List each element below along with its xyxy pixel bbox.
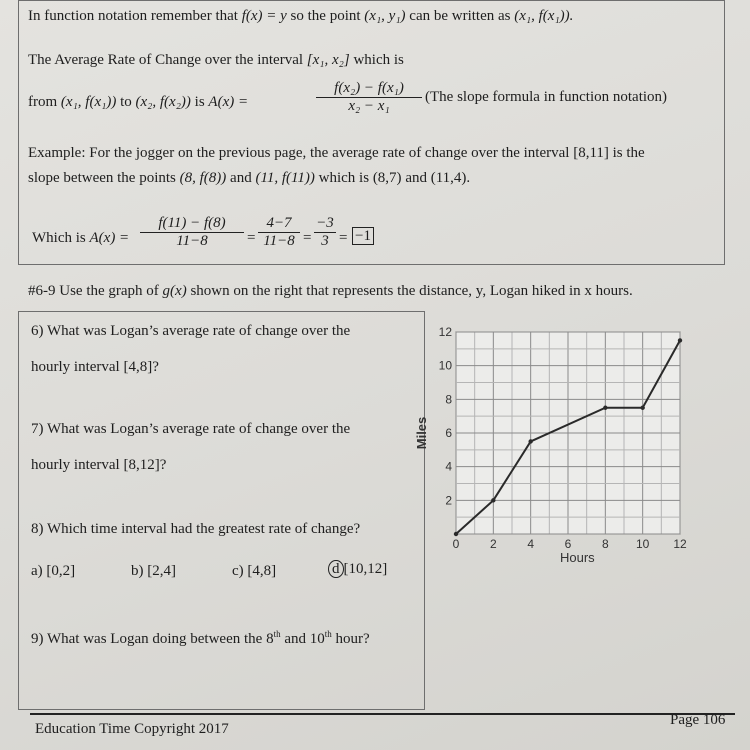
y-tick-label: 6 [445, 426, 452, 440]
x-tick-label: 0 [452, 537, 460, 551]
copyright: Education Time Copyright 2017 [35, 721, 229, 737]
option-d-circle: d [328, 560, 344, 578]
x-tick-label: 8 [601, 537, 609, 551]
x-tick-label: 6 [564, 537, 572, 551]
arc-formula-fraction: $\frac{\text{f(x₂) − f(x₁)}}{\text{x₂ − x₁}}$ [316, 80, 422, 115]
data-point [603, 406, 607, 410]
question-8: 8) Which time interval had the greatest rate of change? [31, 521, 361, 537]
example-line-2: slope between the points (8, f(8)) and (11, f(11)) which is (8,7) and (11,4). [28, 170, 471, 186]
notation-box [18, 0, 725, 265]
data-point [528, 439, 532, 443]
question-6-line-1: 6) What was Logan’s average rate of change over the [31, 323, 351, 339]
x-tick-label: 4 [527, 537, 535, 551]
equals-3: = [339, 230, 348, 246]
data-point [640, 406, 644, 410]
equals-2: = [303, 230, 312, 246]
equals-1: = [247, 230, 256, 246]
footer-rule [30, 713, 735, 715]
x-tick-label: 12 [673, 537, 687, 551]
y-tick-label: 2 [445, 493, 452, 508]
page-number: Page 106 [670, 712, 726, 728]
data-point [678, 338, 682, 342]
y-tick-label: 10 [438, 358, 452, 373]
instructions: #6-9 Use the graph of g(x) shown on the right that represents the distance, y, Logan hiked in x hours. [28, 283, 633, 299]
question-6-line-2: hourly interval [4,8]? [31, 359, 159, 375]
example-answer: −1 [352, 228, 374, 245]
option-d-selected[interactable]: d [10,12] [328, 561, 387, 578]
arc-formula-line: from (x₁, f(x₁)) to (x₂, f(x₂)) is A(x) = [28, 94, 249, 110]
question-9: 9) What was Logan doing between the 8th and 10th hour? [31, 629, 370, 647]
y-axis-label: Miles [414, 416, 429, 450]
data-point [454, 532, 458, 536]
y-tick-label: 12 [438, 325, 452, 339]
example-fraction-3: $\frac{-3}{3}$ [314, 215, 336, 250]
option-b[interactable]: b) [2,4] [131, 563, 176, 579]
x-tick-label: 2 [489, 537, 497, 551]
distance-graph [410, 318, 700, 573]
data-point [491, 498, 495, 502]
example-fraction-2: $\frac{4-7}{11-8}$ [258, 215, 300, 250]
example-fraction-1: $\frac{f(11) - f(8)}{11-8}$ [140, 215, 244, 250]
y-tick-label: 8 [445, 392, 452, 407]
arc-definition-line: The Average Rate of Change over the interval [x₁, x₂] which is [28, 52, 404, 68]
option-a[interactable]: a) [0,2] [31, 563, 76, 579]
formula-note: (The slope formula in function notation) [425, 89, 668, 105]
question-7-line-1: 7) What was Logan’s average rate of change over the [31, 421, 351, 437]
question-7-line-2: hourly interval [8,12]? [31, 457, 167, 473]
notation-line: In function notation remember that f(x) = y so the point (x₁, y₁) can be written as (x₁, f(x₁)). [28, 8, 574, 24]
example-calculation-label: Which is A(x) = [32, 230, 130, 246]
example-line-1: Example: For the jogger on the previous page, the average rate of change over the interval [8,11] is the [28, 145, 645, 161]
x-axis-label: Hours [559, 550, 595, 565]
option-c[interactable]: c) [4,8] [232, 563, 277, 579]
y-tick-label: 4 [445, 459, 452, 474]
x-tick-label: 10 [635, 537, 650, 551]
